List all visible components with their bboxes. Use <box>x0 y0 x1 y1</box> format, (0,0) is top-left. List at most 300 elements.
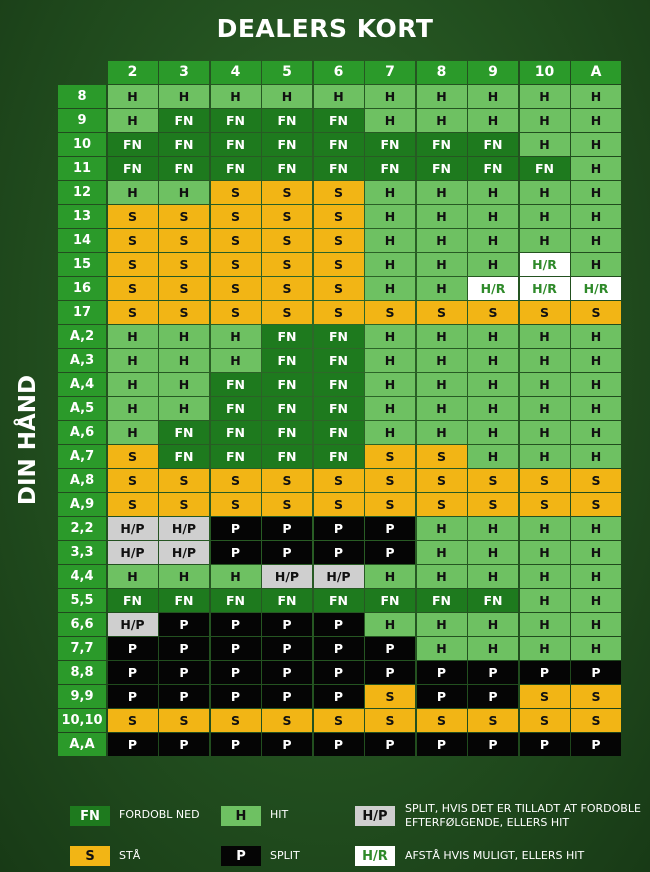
strategy-cell: H <box>520 637 570 660</box>
strategy-cell: H <box>417 349 467 372</box>
strategy-cell: S <box>314 181 364 204</box>
strategy-cell: FN <box>262 373 312 396</box>
strategy-cell: S <box>520 493 570 516</box>
strategy-cell: S <box>520 301 570 324</box>
legend-fn-swatch: FN <box>70 806 110 826</box>
strategy-cell: H <box>520 421 570 444</box>
strategy-cell: P <box>211 685 261 708</box>
strategy-cell: H <box>571 445 621 468</box>
strategy-cell: H <box>468 565 518 588</box>
strategy-cell: S <box>417 301 467 324</box>
strategy-cell: H <box>520 325 570 348</box>
strategy-cell: S <box>571 685 621 708</box>
player-hand-header: 7,7 <box>58 637 106 660</box>
strategy-cell: H <box>365 229 415 252</box>
strategy-cell: S <box>108 253 158 276</box>
strategy-cell: P <box>468 733 518 756</box>
strategy-cell: FN <box>211 133 261 156</box>
strategy-cell: FN <box>365 133 415 156</box>
strategy-cell: H <box>571 613 621 636</box>
strategy-cell: S <box>365 685 415 708</box>
strategy-cell: P <box>314 661 364 684</box>
strategy-cell: P <box>262 685 312 708</box>
strategy-cell: FN <box>262 133 312 156</box>
strategy-cell: S <box>571 709 621 732</box>
strategy-cell: FN <box>365 589 415 612</box>
strategy-cell: H <box>365 109 415 132</box>
strategy-cell: H/R <box>520 253 570 276</box>
strategy-cell: H <box>571 85 621 108</box>
strategy-cell: S <box>211 229 261 252</box>
legend-hit-label: HIT <box>270 808 289 821</box>
strategy-cell: H <box>468 637 518 660</box>
strategy-cell: S <box>571 469 621 492</box>
legend-s-swatch: S <box>70 846 110 866</box>
strategy-cell: H <box>108 397 158 420</box>
player-hand-header: 14 <box>58 229 106 252</box>
strategy-cell: S <box>520 685 570 708</box>
strategy-cell: H <box>468 181 518 204</box>
strategy-cell: FN <box>314 133 364 156</box>
strategy-cell: S <box>262 277 312 300</box>
strategy-cell: P <box>520 661 570 684</box>
strategy-cell: H <box>108 85 158 108</box>
strategy-cell: FN <box>314 157 364 180</box>
strategy-cell: FN <box>211 445 261 468</box>
strategy-cell: FN <box>365 157 415 180</box>
player-hand-header: 10 <box>58 133 106 156</box>
player-hand-header: 8 <box>58 85 106 108</box>
strategy-cell: FN <box>262 349 312 372</box>
strategy-cell: S <box>211 253 261 276</box>
strategy-cell: S <box>417 493 467 516</box>
strategy-cell: S <box>108 445 158 468</box>
strategy-cell: FN <box>262 109 312 132</box>
strategy-cell: S <box>365 445 415 468</box>
strategy-cell: P <box>468 661 518 684</box>
strategy-cell: FN <box>314 589 364 612</box>
dealer-card-header: 5 <box>262 61 312 84</box>
strategy-cell: H <box>571 205 621 228</box>
strategy-cell: H <box>520 205 570 228</box>
strategy-cell: P <box>417 733 467 756</box>
player-hand-header: A,5 <box>58 397 106 420</box>
strategy-cell: H <box>159 181 209 204</box>
strategy-cell: P <box>159 733 209 756</box>
strategy-cell: H/P <box>262 565 312 588</box>
strategy-cell: P <box>365 637 415 660</box>
strategy-cell: H <box>571 397 621 420</box>
player-hand-header: A,9 <box>58 493 106 516</box>
strategy-cell: H <box>159 325 209 348</box>
strategy-cell: P <box>417 685 467 708</box>
dealer-card-header: 10 <box>520 61 570 84</box>
strategy-cell: S <box>262 253 312 276</box>
strategy-cell: S <box>159 229 209 252</box>
strategy-cell: FN <box>468 589 518 612</box>
dealer-card-header: 6 <box>314 61 364 84</box>
player-hand-header: 5,5 <box>58 589 106 612</box>
strategy-cell: FN <box>108 157 158 180</box>
strategy-cell: H <box>365 421 415 444</box>
strategy-cell: P <box>314 733 364 756</box>
strategy-cell: P <box>520 733 570 756</box>
legend-fn-label: FORDOBL NED <box>119 808 200 821</box>
strategy-cell: H <box>417 109 467 132</box>
legend-hp-label-line2: EFTERFØLGENDE, ELLERS HIT <box>405 816 570 829</box>
strategy-cell: S <box>571 493 621 516</box>
strategy-cell: H/R <box>468 277 518 300</box>
strategy-cell: S <box>262 469 312 492</box>
strategy-cell: S <box>211 301 261 324</box>
strategy-cell: FN <box>314 325 364 348</box>
legend-p-swatch: P <box>221 846 261 866</box>
strategy-cell: H <box>159 85 209 108</box>
strategy-cell: H <box>520 349 570 372</box>
player-hand-header: A,7 <box>58 445 106 468</box>
strategy-cell: FN <box>159 421 209 444</box>
strategy-cell: FN <box>211 373 261 396</box>
player-hand-header: A,4 <box>58 373 106 396</box>
strategy-cell: S <box>159 493 209 516</box>
strategy-cell: P <box>262 637 312 660</box>
strategy-cell: S <box>262 229 312 252</box>
player-hand-header: 13 <box>58 205 106 228</box>
player-hand-header: 4,4 <box>58 565 106 588</box>
strategy-cell: S <box>108 229 158 252</box>
strategy-cell: FN <box>417 157 467 180</box>
dealer-card-header: 3 <box>159 61 209 84</box>
strategy-cell: FN <box>262 589 312 612</box>
strategy-cell: FN <box>108 133 158 156</box>
strategy-cell: H/P <box>159 517 209 540</box>
strategy-cell: H <box>468 397 518 420</box>
legend-hp-label-line1: SPLIT, HVIS DET ER TILLADT AT FORDOBLE <box>405 802 641 815</box>
strategy-cell: S <box>159 301 209 324</box>
strategy-cell: FN <box>314 109 364 132</box>
strategy-cell: H <box>468 517 518 540</box>
strategy-cell: H <box>520 397 570 420</box>
strategy-cell: P <box>417 661 467 684</box>
strategy-cell: FN <box>468 133 518 156</box>
strategy-cell: FN <box>314 373 364 396</box>
strategy-cell: S <box>108 469 158 492</box>
player-hand-header: 15 <box>58 253 106 276</box>
strategy-cell: H/P <box>108 541 158 564</box>
player-hand-header: A,6 <box>58 421 106 444</box>
strategy-cell: H <box>262 85 312 108</box>
strategy-cell: H <box>417 253 467 276</box>
strategy-cell: H <box>571 325 621 348</box>
player-hand-header: A,2 <box>58 325 106 348</box>
strategy-cell: P <box>314 517 364 540</box>
dealer-card-header: 9 <box>468 61 518 84</box>
strategy-cell: H <box>571 637 621 660</box>
strategy-cell: H <box>468 109 518 132</box>
strategy-cell: S <box>211 493 261 516</box>
strategy-cell: P <box>108 685 158 708</box>
strategy-cell: H <box>520 373 570 396</box>
strategy-cell: P <box>314 685 364 708</box>
strategy-cell: H <box>417 325 467 348</box>
strategy-cell: P <box>159 613 209 636</box>
strategy-cell: FN <box>314 421 364 444</box>
dealer-card-header: 4 <box>211 61 261 84</box>
strategy-cell: H <box>571 589 621 612</box>
strategy-cell: S <box>365 301 415 324</box>
strategy-cell: H <box>571 253 621 276</box>
legend-hp-label <box>405 802 641 830</box>
strategy-cell: H <box>417 637 467 660</box>
strategy-cell: H <box>468 205 518 228</box>
strategy-cell: S <box>108 493 158 516</box>
strategy-cell: S <box>314 301 364 324</box>
strategy-cell: H <box>365 253 415 276</box>
legend-hp-swatch: H/P <box>355 806 395 826</box>
strategy-cell: H <box>211 85 261 108</box>
strategy-cell: P <box>262 613 312 636</box>
strategy-cell: H <box>365 565 415 588</box>
strategy-cell: FN <box>159 445 209 468</box>
strategy-cell: S <box>468 469 518 492</box>
strategy-cell: FN <box>159 157 209 180</box>
dealer-card-header: 7 <box>365 61 415 84</box>
strategy-cell: S <box>468 301 518 324</box>
legend-hr-label: AFSTÅ HVIS MULIGT, ELLERS HIT <box>405 849 585 862</box>
strategy-cell: H <box>468 541 518 564</box>
strategy-cell: H <box>520 133 570 156</box>
player-hand-header: 9 <box>58 109 106 132</box>
strategy-cell: H <box>417 181 467 204</box>
player-hand-header: 10,10 <box>58 709 106 732</box>
strategy-cell: H <box>520 565 570 588</box>
strategy-cell: P <box>211 661 261 684</box>
strategy-cell: H <box>417 277 467 300</box>
strategy-cell: P <box>365 661 415 684</box>
strategy-cell: P <box>468 685 518 708</box>
strategy-cell: P <box>365 517 415 540</box>
strategy-cell: P <box>108 637 158 660</box>
strategy-cell: H/P <box>159 541 209 564</box>
strategy-cell: H <box>365 181 415 204</box>
strategy-cell: FN <box>262 325 312 348</box>
strategy-cell: P <box>108 733 158 756</box>
strategy-cell: P <box>314 613 364 636</box>
strategy-cell: H <box>417 565 467 588</box>
strategy-cell: H <box>365 325 415 348</box>
strategy-cell: S <box>159 277 209 300</box>
strategy-grid <box>58 61 621 756</box>
strategy-cell: H <box>571 181 621 204</box>
strategy-cell: S <box>211 205 261 228</box>
strategy-cell: S <box>314 253 364 276</box>
strategy-cell: H <box>417 205 467 228</box>
strategy-cell: H <box>108 421 158 444</box>
strategy-cell: P <box>211 733 261 756</box>
strategy-cell: H <box>571 133 621 156</box>
strategy-cell: S <box>262 205 312 228</box>
strategy-cell: P <box>314 541 364 564</box>
strategy-cell: H <box>468 373 518 396</box>
strategy-cell: H <box>468 445 518 468</box>
strategy-cell: H/R <box>571 277 621 300</box>
strategy-cell: H <box>520 613 570 636</box>
strategy-cell: S <box>262 181 312 204</box>
strategy-cell: P <box>211 517 261 540</box>
grid-corner <box>58 61 106 84</box>
strategy-cell: S <box>159 469 209 492</box>
strategy-cell: P <box>262 517 312 540</box>
strategy-cell: S <box>417 709 467 732</box>
strategy-cell: S <box>108 277 158 300</box>
strategy-cell: FN <box>211 421 261 444</box>
strategy-cell: H <box>108 181 158 204</box>
strategy-cell: H <box>108 325 158 348</box>
strategy-cell: H <box>468 325 518 348</box>
legend-hit-swatch: H <box>221 806 261 826</box>
strategy-cell: H <box>211 349 261 372</box>
strategy-cell: H <box>468 613 518 636</box>
strategy-cell: FN <box>314 349 364 372</box>
strategy-cell: S <box>365 469 415 492</box>
strategy-cell: H <box>159 373 209 396</box>
strategy-cell: S <box>159 205 209 228</box>
strategy-cell: H <box>417 421 467 444</box>
strategy-cell: H <box>108 109 158 132</box>
player-hand-header: 17 <box>58 301 106 324</box>
strategy-cell: S <box>417 445 467 468</box>
strategy-cell: H <box>468 85 518 108</box>
strategy-cell: H <box>365 349 415 372</box>
strategy-cell: S <box>314 709 364 732</box>
strategy-cell: S <box>314 277 364 300</box>
player-hand-label: DIN HÅND <box>15 374 41 506</box>
strategy-cell: H <box>108 565 158 588</box>
strategy-cell: H <box>468 253 518 276</box>
strategy-cell: S <box>468 709 518 732</box>
strategy-cell: H <box>365 613 415 636</box>
strategy-cell: H <box>571 373 621 396</box>
strategy-cell: H/P <box>314 565 364 588</box>
strategy-cell: H <box>365 277 415 300</box>
strategy-cell: S <box>520 709 570 732</box>
strategy-cell: FN <box>417 133 467 156</box>
strategy-cell: H <box>520 589 570 612</box>
strategy-cell: FN <box>211 109 261 132</box>
strategy-cell: H <box>571 157 621 180</box>
player-hand-header: 8,8 <box>58 661 106 684</box>
strategy-cell: FN <box>211 397 261 420</box>
player-hand-header: A,A <box>58 733 106 756</box>
strategy-cell: P <box>211 541 261 564</box>
strategy-cell: H <box>571 541 621 564</box>
strategy-cell: S <box>571 301 621 324</box>
strategy-cell: H <box>468 421 518 444</box>
strategy-cell: S <box>211 277 261 300</box>
strategy-cell: H <box>417 613 467 636</box>
dealer-card-header: 2 <box>108 61 158 84</box>
strategy-cell: FN <box>417 589 467 612</box>
strategy-cell: S <box>365 493 415 516</box>
strategy-cell: S <box>108 301 158 324</box>
strategy-cell: S <box>417 469 467 492</box>
strategy-cell: S <box>365 709 415 732</box>
strategy-cell: FN <box>262 421 312 444</box>
strategy-cell: H <box>417 85 467 108</box>
strategy-cell: H <box>417 541 467 564</box>
strategy-cell: H <box>159 397 209 420</box>
strategy-cell: S <box>211 181 261 204</box>
strategy-cell: S <box>108 205 158 228</box>
strategy-cell: H <box>520 229 570 252</box>
strategy-cell: H <box>211 565 261 588</box>
strategy-cell: H <box>571 565 621 588</box>
strategy-cell: S <box>262 493 312 516</box>
strategy-cell: FN <box>262 157 312 180</box>
strategy-cell: P <box>262 661 312 684</box>
strategy-cell: P <box>314 637 364 660</box>
strategy-cell: H <box>520 181 570 204</box>
strategy-cell: H <box>468 349 518 372</box>
player-hand-header: A,3 <box>58 349 106 372</box>
strategy-cell: S <box>108 709 158 732</box>
strategy-cell: FN <box>211 589 261 612</box>
strategy-cell: FN <box>159 589 209 612</box>
strategy-cell: P <box>262 733 312 756</box>
strategy-cell: FN <box>159 133 209 156</box>
strategy-cell: S <box>211 709 261 732</box>
strategy-cell: H <box>520 109 570 132</box>
strategy-cell: H <box>159 349 209 372</box>
strategy-cell: S <box>262 709 312 732</box>
strategy-cell: H/R <box>520 277 570 300</box>
legend-s-label: STÅ <box>119 849 141 862</box>
player-hand-header: 12 <box>58 181 106 204</box>
dealer-card-header: A <box>571 61 621 84</box>
strategy-cell: FN <box>262 397 312 420</box>
strategy-cell: H <box>571 109 621 132</box>
strategy-cell: S <box>314 229 364 252</box>
strategy-cell: H <box>520 445 570 468</box>
player-hand-header: 11 <box>58 157 106 180</box>
strategy-cell: S <box>314 493 364 516</box>
strategy-cell: H <box>211 325 261 348</box>
strategy-cell: H <box>571 349 621 372</box>
strategy-cell: P <box>571 661 621 684</box>
strategy-cell: H <box>468 229 518 252</box>
strategy-cell: P <box>365 733 415 756</box>
strategy-cell: S <box>314 469 364 492</box>
strategy-cell: P <box>159 685 209 708</box>
strategy-cell: H <box>108 349 158 372</box>
legend-p-label: SPLIT <box>270 849 300 862</box>
strategy-cell: H <box>417 229 467 252</box>
player-hand-header: 2,2 <box>58 517 106 540</box>
player-hand-header: 16 <box>58 277 106 300</box>
strategy-cell: FN <box>262 445 312 468</box>
strategy-cell: H <box>571 421 621 444</box>
strategy-cell: H <box>417 517 467 540</box>
strategy-cell: FN <box>468 157 518 180</box>
player-hand-header: A,8 <box>58 469 106 492</box>
strategy-cell: H <box>417 397 467 420</box>
strategy-cell: FN <box>520 157 570 180</box>
strategy-cell: H <box>520 85 570 108</box>
strategy-cell: H <box>417 373 467 396</box>
strategy-cell: H <box>365 397 415 420</box>
strategy-cell: P <box>211 637 261 660</box>
strategy-cell: FN <box>159 109 209 132</box>
